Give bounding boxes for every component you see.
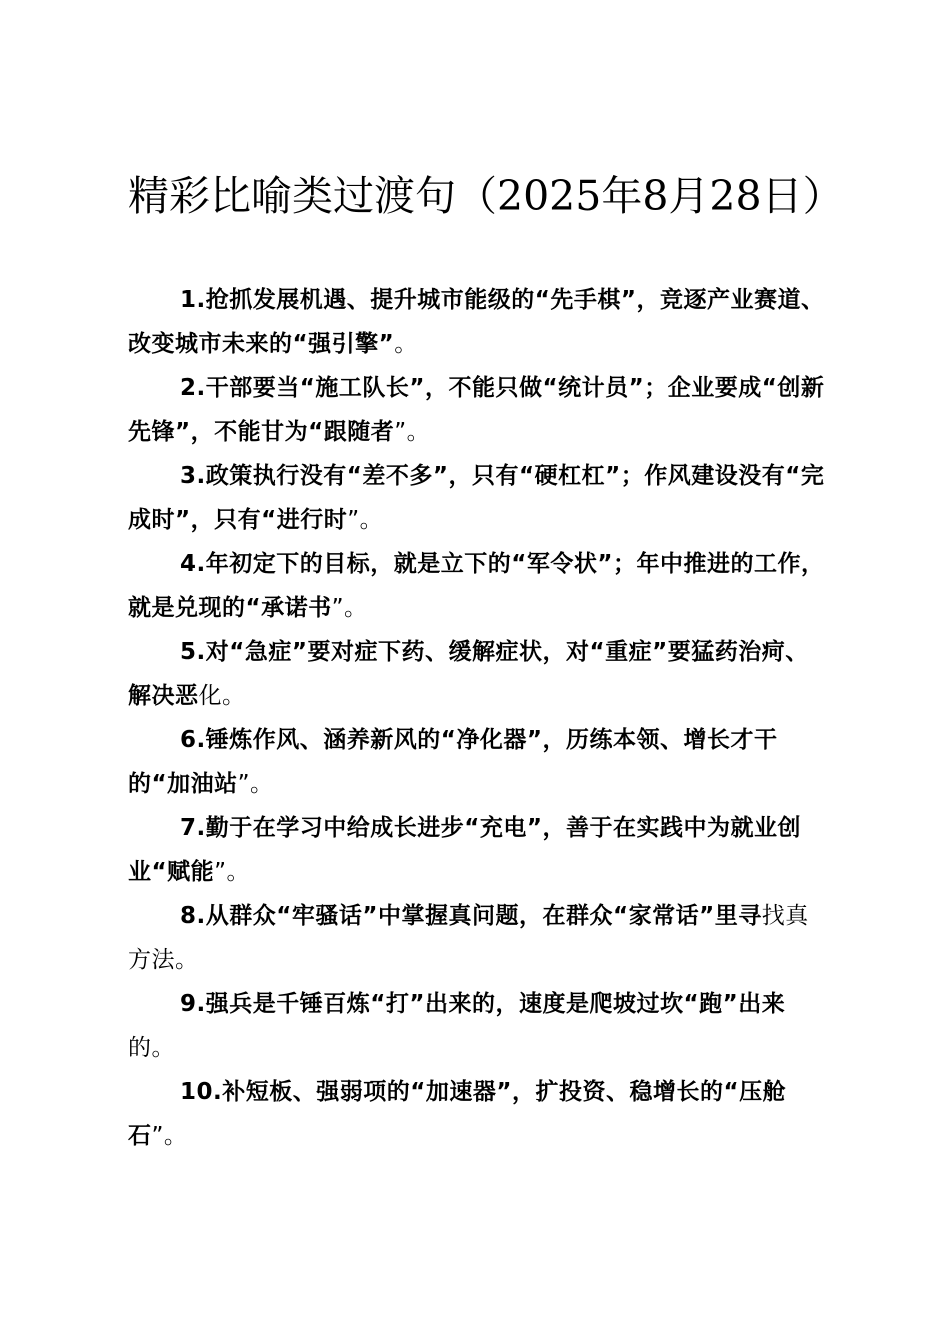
item-tail: ”。 bbox=[214, 859, 251, 885]
item-text: 9.强兵是千锤百炼“打”出来的，速度是爬坡过坎“跑”出来 bbox=[180, 991, 786, 1017]
list-item bbox=[128, 894, 828, 982]
list-item bbox=[128, 806, 828, 894]
item-text: 2.干部要当“施工队长”，不能只做“统计员”；企业要成“创新先锋”，不能甘为“跟随者 bbox=[128, 375, 825, 445]
item-tail: ”。 bbox=[394, 419, 431, 445]
item-text: 8.从群众“牢骚话”中掌握真问题，在群众“家常话”里寻 bbox=[180, 903, 762, 929]
item-tail: 的。 bbox=[128, 1035, 175, 1061]
list-item bbox=[128, 542, 828, 630]
list-item bbox=[128, 1070, 828, 1158]
page-title: 精彩比喻类过渡句（2025年8月28日） bbox=[128, 172, 844, 220]
item-text: 7.勤于在学习中给成长进步“充电”，善于在实践中为就业创业“赋能 bbox=[128, 815, 801, 885]
list-item bbox=[128, 630, 828, 718]
item-tail: ”。 bbox=[331, 595, 368, 621]
item-text: 10.补短板、强弱项的“加速器”，扩投资、稳增长的“压舱石 bbox=[128, 1079, 787, 1149]
item-text: 5.对“急症”要对症下药、缓解症状，对“重症”要猛药治疴、解决恶 bbox=[128, 639, 809, 709]
item-tail: 化。 bbox=[198, 683, 246, 709]
item-tail: 找真方法。 bbox=[128, 903, 809, 973]
list-item bbox=[128, 718, 828, 806]
item-text: 4.年初定下的目标，就是立下的“军令状”；年中推进的工作，就是兑现的“承诺书 bbox=[128, 551, 825, 621]
item-text: 3.政策执行没有“差不多”，只有“硬杠杠”；作风建设没有“完成时”，只有“进行时 bbox=[128, 463, 825, 533]
sentence-list bbox=[128, 278, 828, 1158]
item-text: 6.锤炼作风、涵养新风的“净化器”，历练本领、增长才干的“加油站 bbox=[128, 727, 778, 797]
list-item bbox=[128, 366, 828, 454]
item-tail: ”。 bbox=[347, 507, 384, 533]
list-item bbox=[128, 982, 828, 1070]
item-tail: 。 bbox=[394, 331, 418, 357]
item-tail: ”。 bbox=[237, 771, 274, 797]
list-item bbox=[128, 278, 828, 366]
item-text: 1.抢抓发展机遇、提升城市能级的“先手棋”，竞逐产业赛道、改变城市未来的“强引擎” bbox=[128, 287, 825, 357]
item-tail: ”。 bbox=[151, 1123, 188, 1149]
list-item bbox=[128, 454, 828, 542]
